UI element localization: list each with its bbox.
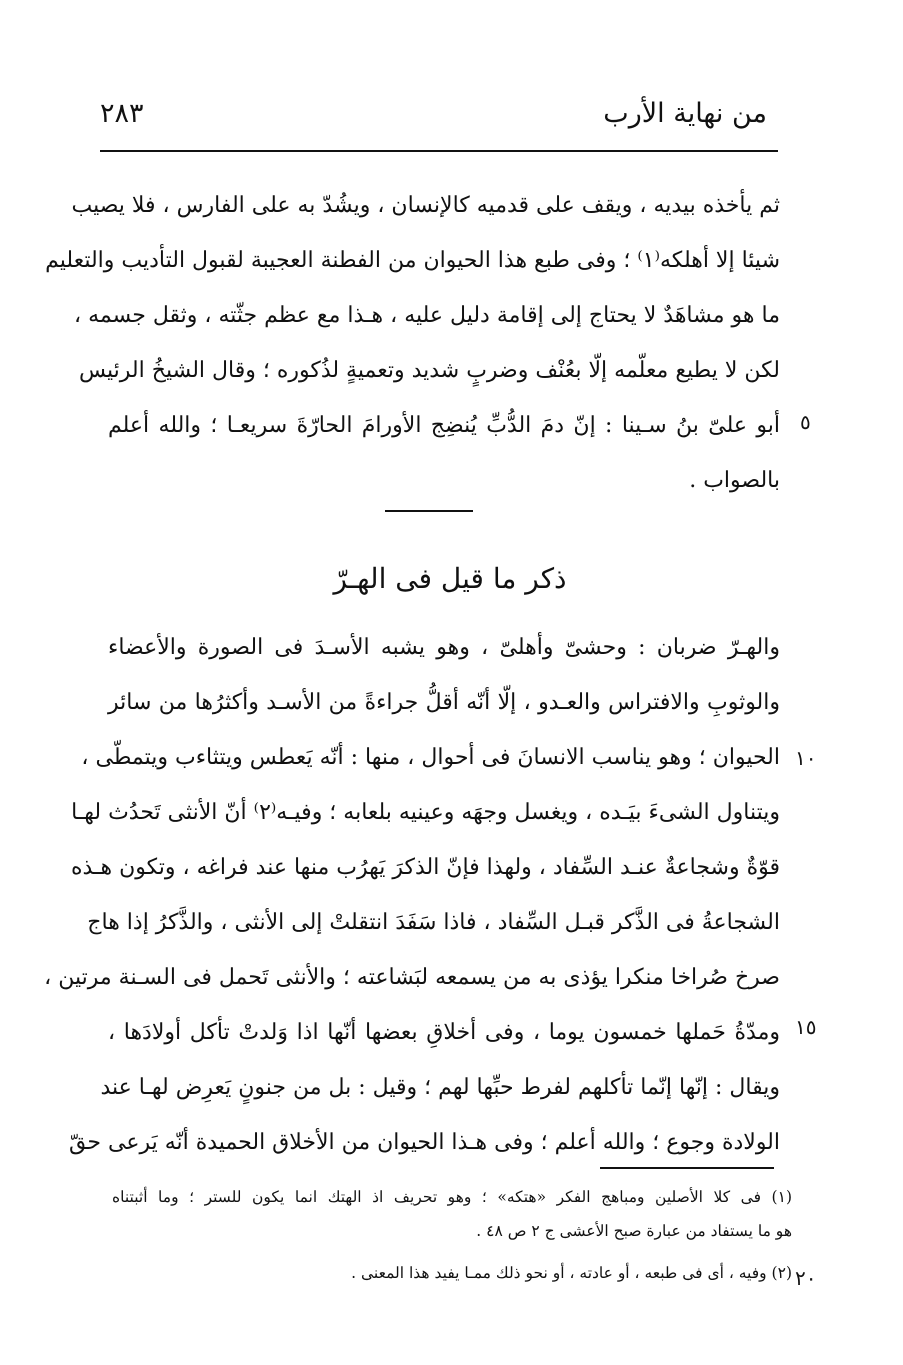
text-line: ويتناول الشىءَ بيَـده ، ويغسل وجهَه وعينيه بلعابه ؛ وفيـه⁽٢⁾ أنّ الأنثى تَحدُث لهـا (71, 800, 780, 825)
section-heading: ذكر ما قيل فى الهـرّ (333, 562, 567, 595)
footnote-2: (٢) وفيه ، أى فى طبعه ، أو عادته ، أو نحو ذلك ممـا يفيد هذا المعنى . (351, 1264, 792, 1282)
text-line: ما هو مشاهَدٌ لا يحتاج إلى إقامة دليل عليه ، هـذا مع عظم جثّته ، وثقل جسمه ، (74, 303, 780, 328)
text-line: الحيوان ؛ وهو يناسب الانسانَ فى أحوال ، منها : أنّه يَعطس ويتثاءب ويتمطّى ، (81, 745, 780, 770)
line-number-5: ٥ (800, 410, 811, 434)
section-divider (385, 510, 473, 512)
text-line: والهـرّ ضربان : وحشىّ وأهلىّ ، وهو يشبه الأسـدَ فى الصورة والأعضاء (108, 635, 780, 660)
text-line: قوّةٌ وشجاعةٌ عنـد السِّفاد ، ولهذا فإنّ الذكرَ يَهرُب منها عند فراغه ، وتكون هـذه (70, 855, 780, 880)
paragraph-cat (44, 620, 780, 1170)
text-line: ويقال : إنّها إنّما تأكلهم لفرط حبِّها لهم ؛ وقيل : بل من جنونٍ يَعرِض لهـا عند (100, 1075, 780, 1100)
text-line: الولادة وجوع ؛ والله أعلم ؛ وفى هـذا الحيوان من الأخلاق الحميدة أنّه يَرعى حقّ (69, 1130, 780, 1155)
footnote-1-continued: هو ما يستفاد من عبارة صبح الأعشى ج ٢ ص ٤٨ . (476, 1222, 792, 1240)
line-number-15: ١٥ (795, 1015, 817, 1039)
text-line: أبو علىّ بنُ سـينا : إنّ دمَ الدُّبِّ يُنضِج الأورامَ الحارّةَ سريعـا ؛ والله أعلم (108, 413, 780, 438)
text-line: ثم يأخذه بيديه ، ويقف على قدميه كالإنسان ، ويشُدّ به على الفارس ، فلا يصيب (71, 193, 780, 218)
footnote-rule (600, 1167, 774, 1169)
page-header (100, 92, 775, 142)
text-line: ومدّةُ حَملها خمسون يوما ، وفى أخلاقِ بعضها أنّها اذا وَلدتْ تأكل أولادَها ، (108, 1020, 780, 1045)
line-number-10: ١٠ (795, 746, 817, 770)
header-rule (100, 150, 778, 152)
text-line: الشجاعةُ فى الذَّكر قبـل السِّفاد ، فاذا سَفَدَ انتقلتْ إلى الأنثى ، والذَّكرُ إذا هاج (87, 910, 780, 935)
text-line: صرخ صُراخا منكرا يؤذى به من يسمعه لبَشاعته ؛ والأنثى تَحمل فى السـنة مرتين ، (44, 965, 780, 990)
footnotes (112, 1180, 792, 1290)
text-line: والوثوبِ والافتراس والعـدو ، إلّا أنّه أقلُّ جراءةً من الأسـد وأكثرُها من سائر (108, 690, 780, 715)
text-line: لكن لا يطيع معلّمه إلّا بعُنْف وضربٍ شديد وتعميةٍ لذُكوره ؛ وقال الشيخُ الرئيس (78, 358, 780, 383)
line-number-20: ٢٠ (795, 1266, 817, 1290)
paragraph-bear-ending (45, 178, 780, 508)
text-line: شيئا إلا أهلكه⁽١⁾ ؛ وفى طبع هذا الحيوان من الفطنة العجيبة لقبول التأديب والتعليم (45, 248, 780, 273)
footnote-1: (١) فى كلا الأصلين ومباهج الفكر «هتكه» ؛ وهو تحريف اذ الهتك انما يكون للستر ؛ وما أثبتناه (112, 1188, 792, 1206)
page-number: ٢٨٣ (100, 98, 144, 129)
text-line: بالصواب . (689, 468, 780, 493)
running-title: من نهاية الأرب (603, 98, 767, 129)
